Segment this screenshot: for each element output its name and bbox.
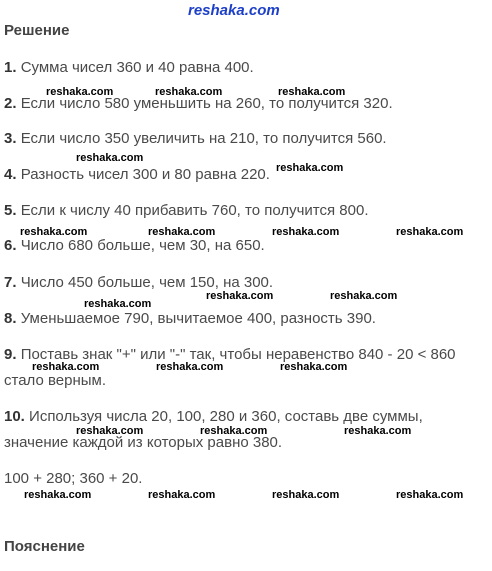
solution-item-1 bbox=[4, 57, 254, 78]
item-text: Используя числа 20, 100, 280 и 360, составь две суммы, bbox=[29, 408, 423, 425]
watermark: reshaka.com bbox=[396, 226, 464, 238]
item-number: 7. bbox=[4, 274, 17, 291]
heading-solution: Решение bbox=[4, 22, 70, 39]
watermark: reshaka.com bbox=[156, 361, 224, 373]
solution-item-4 bbox=[4, 164, 270, 185]
heading-explanation: Пояснение bbox=[4, 538, 85, 555]
watermark: reshaka.com bbox=[84, 298, 152, 310]
item-text: Если число 350 увеличить на 210, то получится 560. bbox=[20, 130, 387, 147]
item-text: Если к числу 40 прибавить 760, то получится 800. bbox=[20, 202, 369, 219]
solution-item-5 bbox=[4, 200, 369, 221]
watermark: reshaka.com bbox=[272, 489, 340, 501]
watermark: reshaka.com bbox=[278, 86, 346, 98]
item-text: Уменьшаемое 790, вычитаемое 400, разность 390. bbox=[20, 310, 376, 327]
item-number: 3. bbox=[4, 130, 17, 147]
watermark: reshaka.com bbox=[24, 489, 92, 501]
item-number: 4. bbox=[4, 166, 17, 183]
item-number: 10. bbox=[4, 408, 25, 425]
watermark: reshaka.com bbox=[396, 489, 464, 501]
watermark: reshaka.com bbox=[330, 290, 398, 302]
solution-item-10-continued: значение каждой из которых равно 380. bbox=[4, 434, 283, 451]
solution-item-6 bbox=[4, 235, 265, 256]
item-text: Сумма чисел 360 и 40 равна 400. bbox=[20, 59, 254, 76]
watermark: reshaka.com bbox=[148, 226, 216, 238]
watermark: reshaka.com bbox=[206, 290, 274, 302]
item-text: Если число 580 уменьшить на 260, то получится 320. bbox=[20, 95, 393, 112]
item-text: Разность чисел 300 и 80 равна 220. bbox=[20, 166, 270, 183]
item-number: 1. bbox=[4, 59, 17, 76]
watermark: reshaka.com bbox=[76, 152, 144, 164]
watermark: reshaka.com bbox=[46, 86, 114, 98]
site-logo: reshaka.com bbox=[188, 2, 280, 19]
solution-item-9-continued: стало верным. bbox=[4, 372, 107, 389]
item-number: 2. bbox=[4, 95, 17, 112]
item-text: Число 450 больше, чем 150, на 300. bbox=[20, 274, 274, 291]
watermark: reshaka.com bbox=[20, 226, 88, 238]
item-number: 5. bbox=[4, 202, 17, 219]
item-number: 9. bbox=[4, 346, 17, 363]
answer-line: 100 + 280; 360 + 20. bbox=[4, 470, 143, 487]
item-number: 6. bbox=[4, 237, 17, 254]
watermark: reshaka.com bbox=[200, 425, 268, 437]
watermark: reshaka.com bbox=[148, 489, 216, 501]
item-text: Поставь знак "+" или "-" так, чтобы неравенство 840 - 20 < 860 bbox=[20, 346, 456, 363]
solution-item-8 bbox=[4, 308, 376, 329]
item-text: Число 680 больше, чем 30, на 650. bbox=[20, 237, 265, 254]
watermark: reshaka.com bbox=[76, 425, 144, 437]
watermark: reshaka.com bbox=[276, 162, 344, 174]
solution-item-10 bbox=[4, 406, 423, 427]
watermark: reshaka.com bbox=[280, 361, 348, 373]
solution-item-3 bbox=[4, 128, 387, 149]
watermark: reshaka.com bbox=[272, 226, 340, 238]
watermark: reshaka.com bbox=[32, 361, 100, 373]
watermark: reshaka.com bbox=[155, 86, 223, 98]
watermark: reshaka.com bbox=[344, 425, 412, 437]
item-number: 8. bbox=[4, 310, 17, 327]
